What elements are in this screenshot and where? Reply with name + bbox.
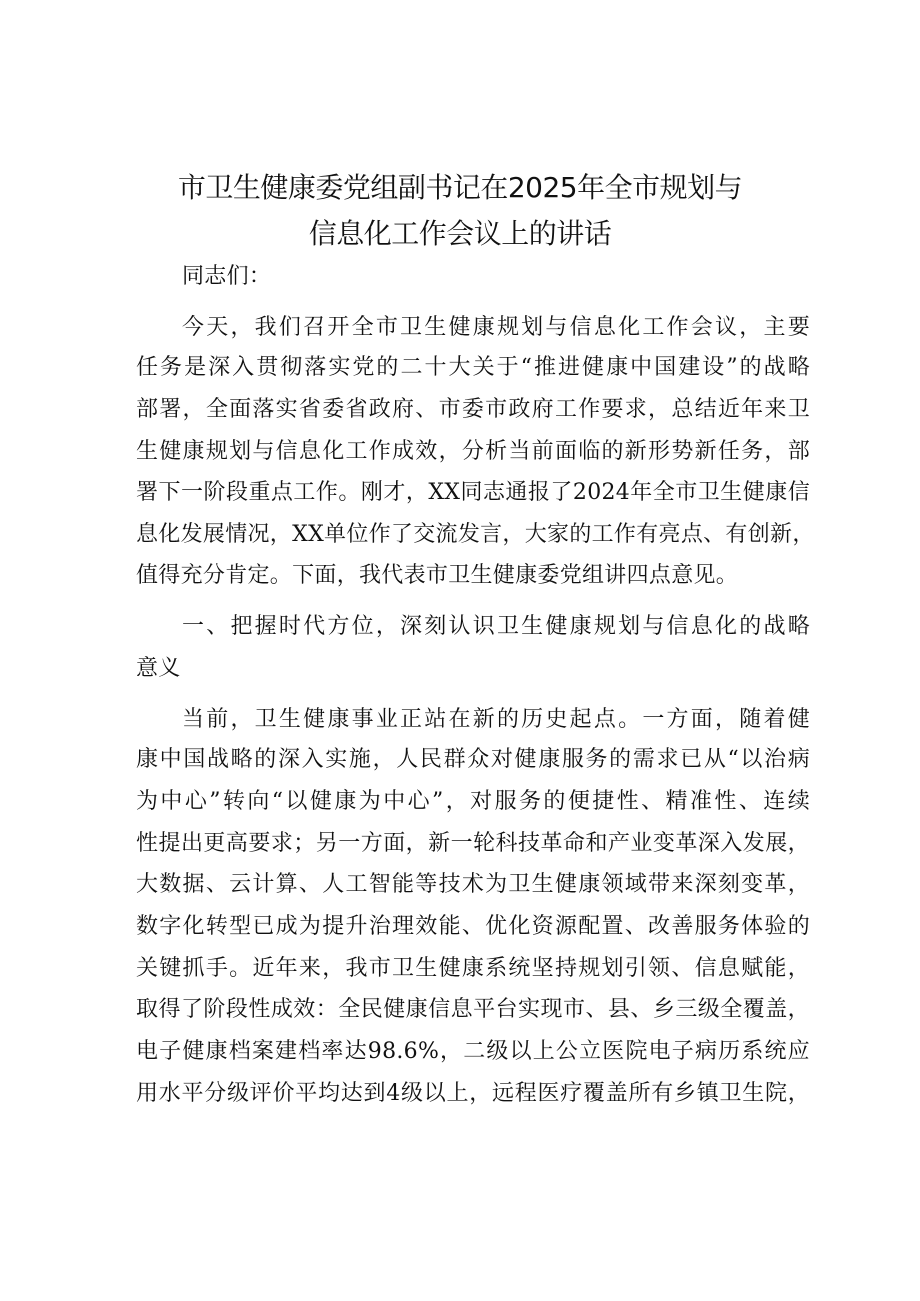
paragraph-2-line: 为中心”转向“以健康为中心”，对服务的便捷性、精准性、连续 — [136, 789, 810, 814]
document-title-line-2: 信息化工作会议上的讲话 — [308, 217, 612, 250]
paragraph-2-line: 康中国战略的深入实施，人民群众对健康服务的需求已从“以治病 — [136, 747, 810, 772]
paragraph-2-line: 大数据、云计算、人工智能等技术为卫生健康领域带来深刻变革， — [136, 872, 810, 897]
paragraph-2-line: 电子健康档案建档率达98.6%，二级以上公立医院电子病历系统应 — [136, 1039, 810, 1064]
paragraph-1-line: 今天，我们召开全市卫生健康规划与信息化工作会议，主要 — [182, 315, 810, 340]
paragraph-1-line: 息化发展情况，XX单位作了交流发言，大家的工作有亮点、有创新， — [136, 522, 815, 547]
paragraph-2-line: 数字化转型已成为提升治理效能、优化资源配置、改善服务体验的 — [136, 914, 810, 939]
paragraph-1-line: 任务是深入贯彻落实党的二十大关于“推进健康中国建设”的战略 — [136, 355, 810, 380]
paragraph-1-line: 值得充分肯定。下面，我代表市卫生健康委党组讲四点意见。 — [136, 563, 739, 588]
paragraph-1-line: 生健康规划与信息化工作成效，分析当前面临的新形势新任务，部 — [136, 439, 810, 464]
section-heading-line: 一、把握时代方位，深刻认识卫生健康规划与信息化的战略 — [182, 614, 810, 639]
paragraph-2-line: 用水平分级评价平均达到4级以上，远程医疗覆盖所有乡镇卫生院， — [136, 1081, 810, 1106]
document-title-line-1: 市卫生健康委党组副书记在2025年全市规划与 — [177, 171, 743, 204]
salutation: 同志们： — [182, 264, 272, 289]
paragraph-2-line: 取得了阶段性成效：全民健康信息平台实现市、县、乡三级全覆盖， — [136, 997, 810, 1022]
paragraph-1-line: 署下一阶段重点工作。刚才，XX同志通报了2024年全市卫生健康信 — [136, 480, 810, 505]
paragraph-2-line: 性提出更高要求；另一方面，新一轮科技革命和产业变革深入发展， — [136, 831, 810, 856]
section-heading-line: 意义 — [136, 656, 181, 681]
paragraph-2-line: 当前，卫生健康事业正站在新的历史起点。一方面，随着健 — [182, 707, 810, 732]
paragraph-1-line: 部署，全面落实省委省政府、市委市政府工作要求，总结近年来卫 — [136, 397, 810, 422]
paragraph-2-line: 关键抓手。近年来，我市卫生健康系统坚持规划引领、信息赋能， — [136, 956, 810, 981]
